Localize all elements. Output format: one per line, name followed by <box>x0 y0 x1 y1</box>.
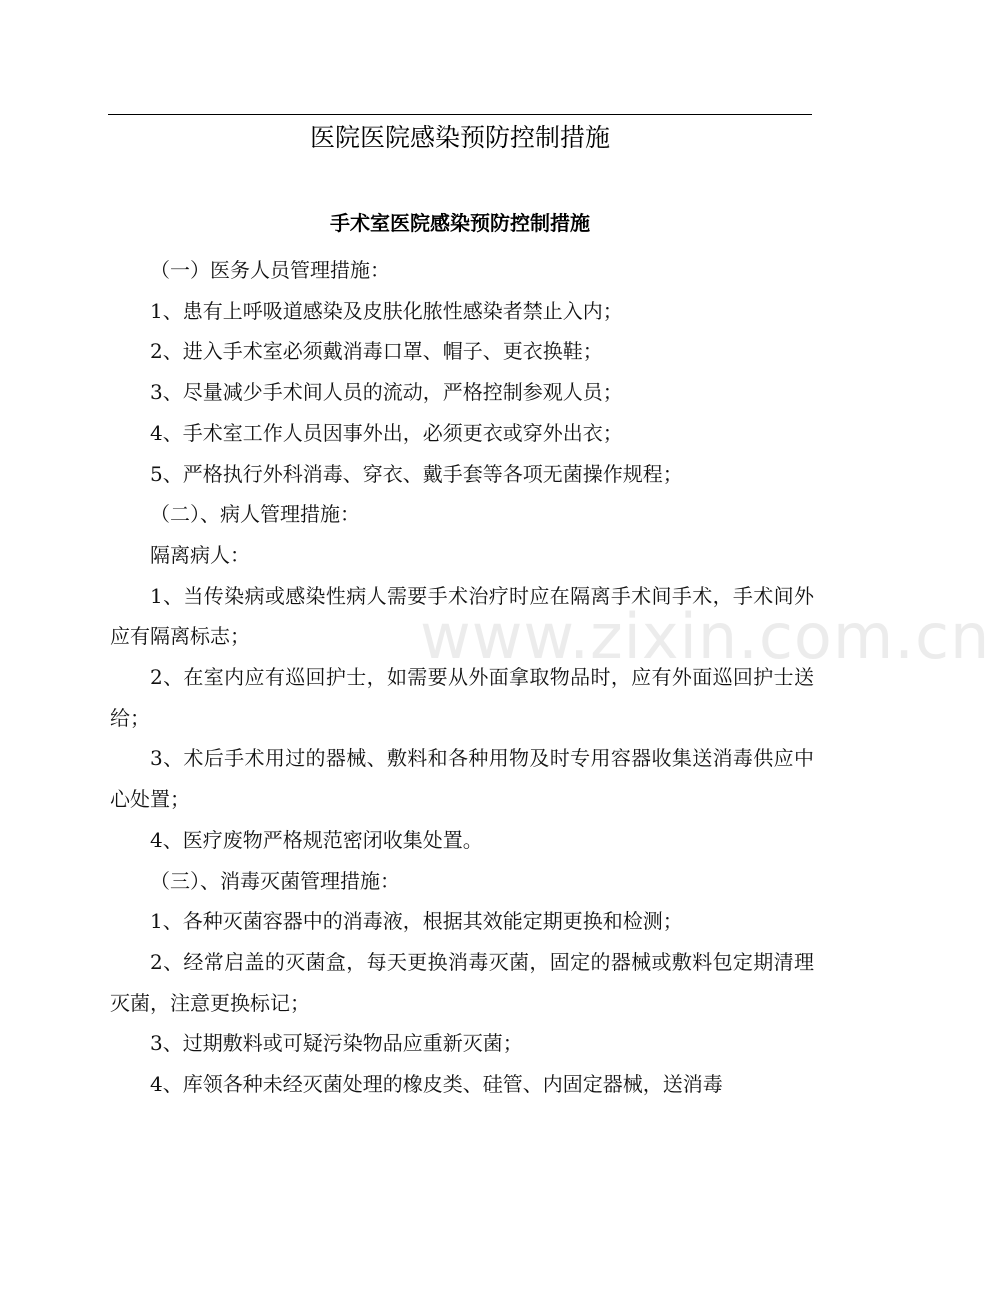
paragraph-item: 2、进入手术室必须戴消毒口罩、帽子、更衣换鞋； <box>150 339 603 364</box>
document-body <box>110 250 814 1105</box>
paragraph-item: 1、当传染病或感染性病人需要手术治疗时应在隔离手术间手术，手术间外应有隔离标志； <box>110 583 814 649</box>
watermark-text: www.zixin.com.cn <box>420 600 990 673</box>
section-title: 手术室医院感染预防控制措施 <box>330 211 590 235</box>
paragraph-item: 4、库领各种未经灭菌处理的橡皮类、硅管、内固定器械，送消毒 <box>150 1072 723 1097</box>
paragraph-item: 4、医疗废物严格规范密闭收集处置。 <box>150 827 483 852</box>
paragraph-item: 3、术后手术用过的器械、敷料和各种用物及时专用容器收集送消毒供应中心处置； <box>110 746 814 812</box>
paragraph-subheading-isolation: 隔离病人： <box>150 542 250 567</box>
paragraph-heading-staff: （一）医务人员管理措施： <box>150 258 390 282</box>
paragraph-item: 2、在室内应有巡回护士，如需要从外面拿取物品时，应有外面巡回护士送给； <box>110 665 814 730</box>
top-divider-line <box>108 114 812 115</box>
paragraph-item: 1、各种灭菌容器中的消毒液，根据其效能定期更换和检测； <box>150 909 683 934</box>
paragraph-heading-disinfection: （三）、消毒灭菌管理措施： <box>150 868 400 893</box>
paragraph-item: 1、患有上呼吸道感染及皮肤化脓性感染者禁止入内； <box>150 298 623 323</box>
paragraph-heading-patient: （二）、病人管理措施： <box>150 502 360 527</box>
paragraph-item: 2、经常启盖的灭菌盒，每天更换消毒灭菌，固定的器械或敷料包定期清理灭菌，注意更换标记； <box>110 949 814 1015</box>
document-title: 医院医院感染预防控制措施 <box>309 123 610 152</box>
paragraph-item: 4、手术室工作人员因事外出，必须更衣或穿外出衣； <box>150 420 623 445</box>
paragraph-item: 3、过期敷料或可疑污染物品应重新灭菌； <box>150 1031 523 1056</box>
paragraph-item: 3、尽量减少手术间人员的流动，严格控制参观人员； <box>150 380 623 405</box>
paragraph-item: 5、严格执行外科消毒、穿衣、戴手套等各项无菌操作规程； <box>150 461 683 486</box>
